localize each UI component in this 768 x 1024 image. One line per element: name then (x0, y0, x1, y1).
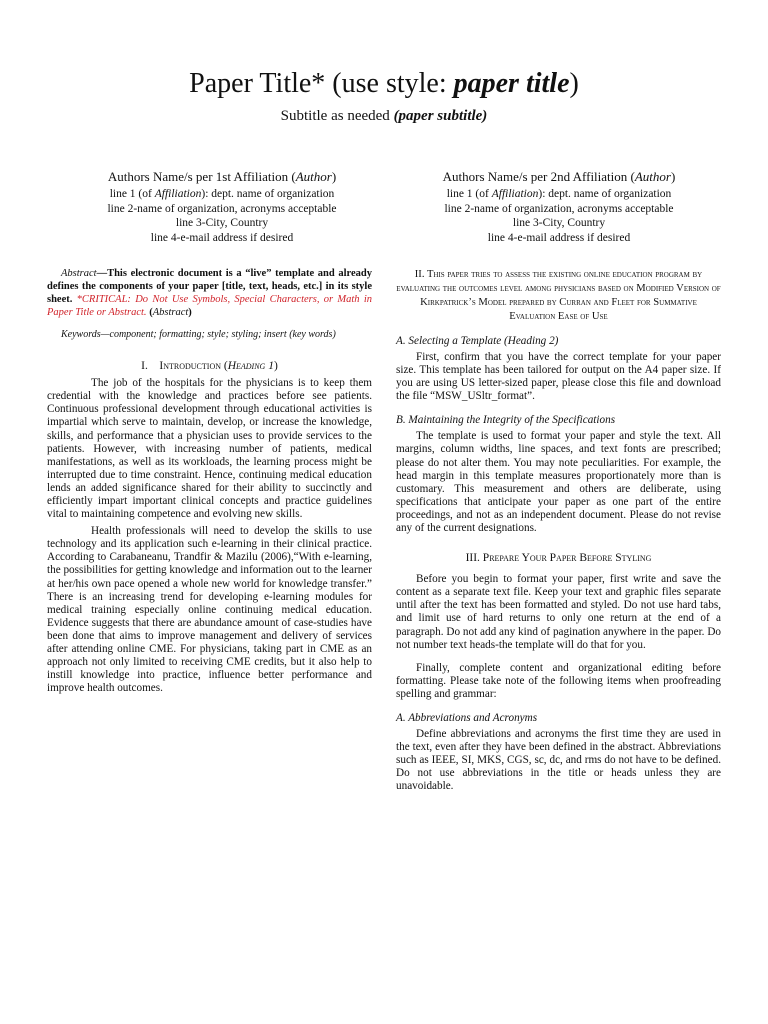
subtitle-text: Subtitle as needed (280, 108, 394, 124)
abstract-tail-open: ( (146, 306, 153, 318)
abstract-body: This electronic document is a “live” template and already defines the components of your paper [title, text, heads, etc.] in its style sheet. (47, 268, 372, 305)
affiliation-line-1-em: Affiliation (154, 188, 202, 200)
affiliation-line-3: line 3-City, Country (175, 217, 269, 229)
affiliation-line-1-em: Affiliation (491, 188, 539, 200)
author-close: ) (670, 169, 676, 184)
body-paragraph: Before you begin to format your paper, first write and save the content as a separate text file. Keep your text and graphic files separate until after the text has been formatted and styled. Do not use hard tabs, and limit use of hard returns to only one return at the end of a paragraph. Do not add any kind of pagination anywhere in the paper. Do not number text heads-the template will do that for you. (396, 573, 721, 651)
author-block-2 (394, 168, 724, 245)
affiliation-line-4: line 4-e-mail address if desired (487, 231, 631, 244)
author-close: ) (331, 169, 337, 184)
abstract-tail-style: Abstract (152, 306, 189, 318)
body-paragraph: Finally, complete content and organizational editing before formatting. Please take note of the following items when proofreading spelling and grammar: (396, 661, 721, 700)
affiliation-line-1-pre: line 1 (of (109, 188, 155, 200)
keywords-text: Keywords—component; formatting; style; styling; insert (key words) (61, 328, 336, 340)
subtitle-style-name: (paper subtitle) (393, 108, 488, 124)
body-paragraph: Define abbreviations and acronyms the first time they are used in the text, even after they have been defined in the abstract. Abbreviations such as IEEE, SI, MKS, CGS, sc, dc, and rms do not have to be defined. Do not use abbreviations in the title or heads unless they are unavoidable. (396, 727, 721, 793)
affiliation-line-3: line 3-City, Country (512, 217, 606, 229)
subheading-abbreviations: A. Abbreviations and Acronyms (396, 711, 538, 724)
left-column (47, 268, 372, 695)
affiliation-line-1-pre: line 1 (of (446, 188, 492, 200)
affiliation-line-4: line 4-e-mail address if desired (150, 231, 294, 244)
author-name-text: Authors Name/s per 2nd Affiliation ( (442, 169, 635, 184)
keywords (47, 329, 372, 342)
heading-close: ) (273, 360, 278, 373)
abstract (47, 268, 372, 320)
title-close: ) (569, 68, 579, 99)
body-paragraph: The job of the hospitals for the physicians is to keep them credential with the knowledge and practices before see patients. Continuous professional development through educational activities is impartial which serve to maintain, develop, or increase the knowledge, skills, and performance that a physician uses to provide services to the patients. However, with increasing number of patients, medical manifestations, as well as its workloads, the learning process might be interrupted due to time constraint. Hence, continuing medical education lends an added significance shared for their ability to succinctly and efficiently impart important clinical concepts and practice guidelines vital to maintaining competence and evolving new skills. (47, 377, 372, 521)
affiliation-line-2: line 2-name of organization, acronyms acceptable (444, 202, 674, 215)
section-heading-introduction (47, 359, 372, 373)
subheading-integrity-specifications: B. Maintaining the Integrity of the Specifications (396, 414, 616, 427)
title-style-name: paper title (453, 68, 570, 99)
author-role: Author (295, 169, 332, 184)
author-name (57, 168, 387, 185)
abstract-lead: Abstract (61, 268, 97, 279)
author-block-1 (57, 168, 387, 245)
affiliation-line-1 (57, 187, 387, 202)
right-column (396, 268, 721, 793)
body-paragraph: First, confirm that you have the correct template for your paper size. This template has been tailored for output on the A4 paper size. If you are using US letter-sized paper, please close this file and download the file “MSW_USltr_format”. (396, 351, 721, 403)
heading-number: I. (141, 360, 148, 373)
subheading-selecting-template: A. Selecting a Template (Heading 2) (396, 335, 559, 347)
paper-title (0, 66, 768, 102)
heading-text: Introduction ( (159, 360, 228, 373)
section-heading-iii: III. Prepare Your Paper Before Styling (465, 552, 652, 565)
paper-subtitle (0, 106, 768, 126)
abstract-critical-note: *CRITICAL: Do Not Use Symbols, Special Characters, or Math in Paper Title or Abstract. (47, 293, 372, 318)
title-text: Paper Title* (use style: (189, 68, 454, 99)
author-role: Author (634, 169, 671, 184)
body-paragraph: The template is used to format your paper and style the text. All margins, column widths, line spaces, and text fonts are prescribed; please do not alter them. You may note peculiarities. For example, the head margin in this template measures proportionately more than is customary. This measurement and others are deliberate, using specifications that anticipate your paper as one part of the entire proceedings, and not as an independent document. Please do not revise any of the current designations. (396, 430, 721, 535)
affiliation-line-1-post: ): dept. name of organization (201, 188, 335, 200)
author-name-text: Authors Name/s per 1st Affiliation ( (107, 169, 296, 184)
affiliation-line-1-post: ): dept. name of organization (538, 188, 672, 200)
body-paragraph: Health professionals will need to develop the skills to use technology and its application such e-learning in their clinical practice. According to Carabaneanu, Trandfir & Mazilu (2006),“With e-learning, the possibilities for getting knowledge and information out to the learner at her/his own pace opened a whole new world for knowledge transfer.” There is an increasing trend for developing e-learning modules for medical training especially online continuing medical education. Evidence suggests that there are abundance amount of case-studies have been done that aims to improve management and delivery of services after attending online CME. For physicians, taking part in CME as an approach not only limited to receiving CME credits, but it also help to instill knowledge into practice, influence better performance and improve health outcomes. (47, 525, 372, 695)
section-heading-ii: II. This paper tries to assess the existing online education program by evaluating the outcomes level among physicians based on Modified Version of Kirkpatrick’s Model prepared by Curran and Fleet for Summative Evaluation Ease of Use (396, 269, 721, 322)
abstract-tail-close: ) (188, 306, 192, 318)
abstract-dash: — (96, 268, 108, 279)
author-name (394, 168, 724, 185)
affiliation-line-1 (394, 187, 724, 202)
affiliation-line-2: line 2-name of organization, acronyms acceptable (107, 202, 337, 215)
heading-style: Heading 1 (227, 360, 274, 373)
